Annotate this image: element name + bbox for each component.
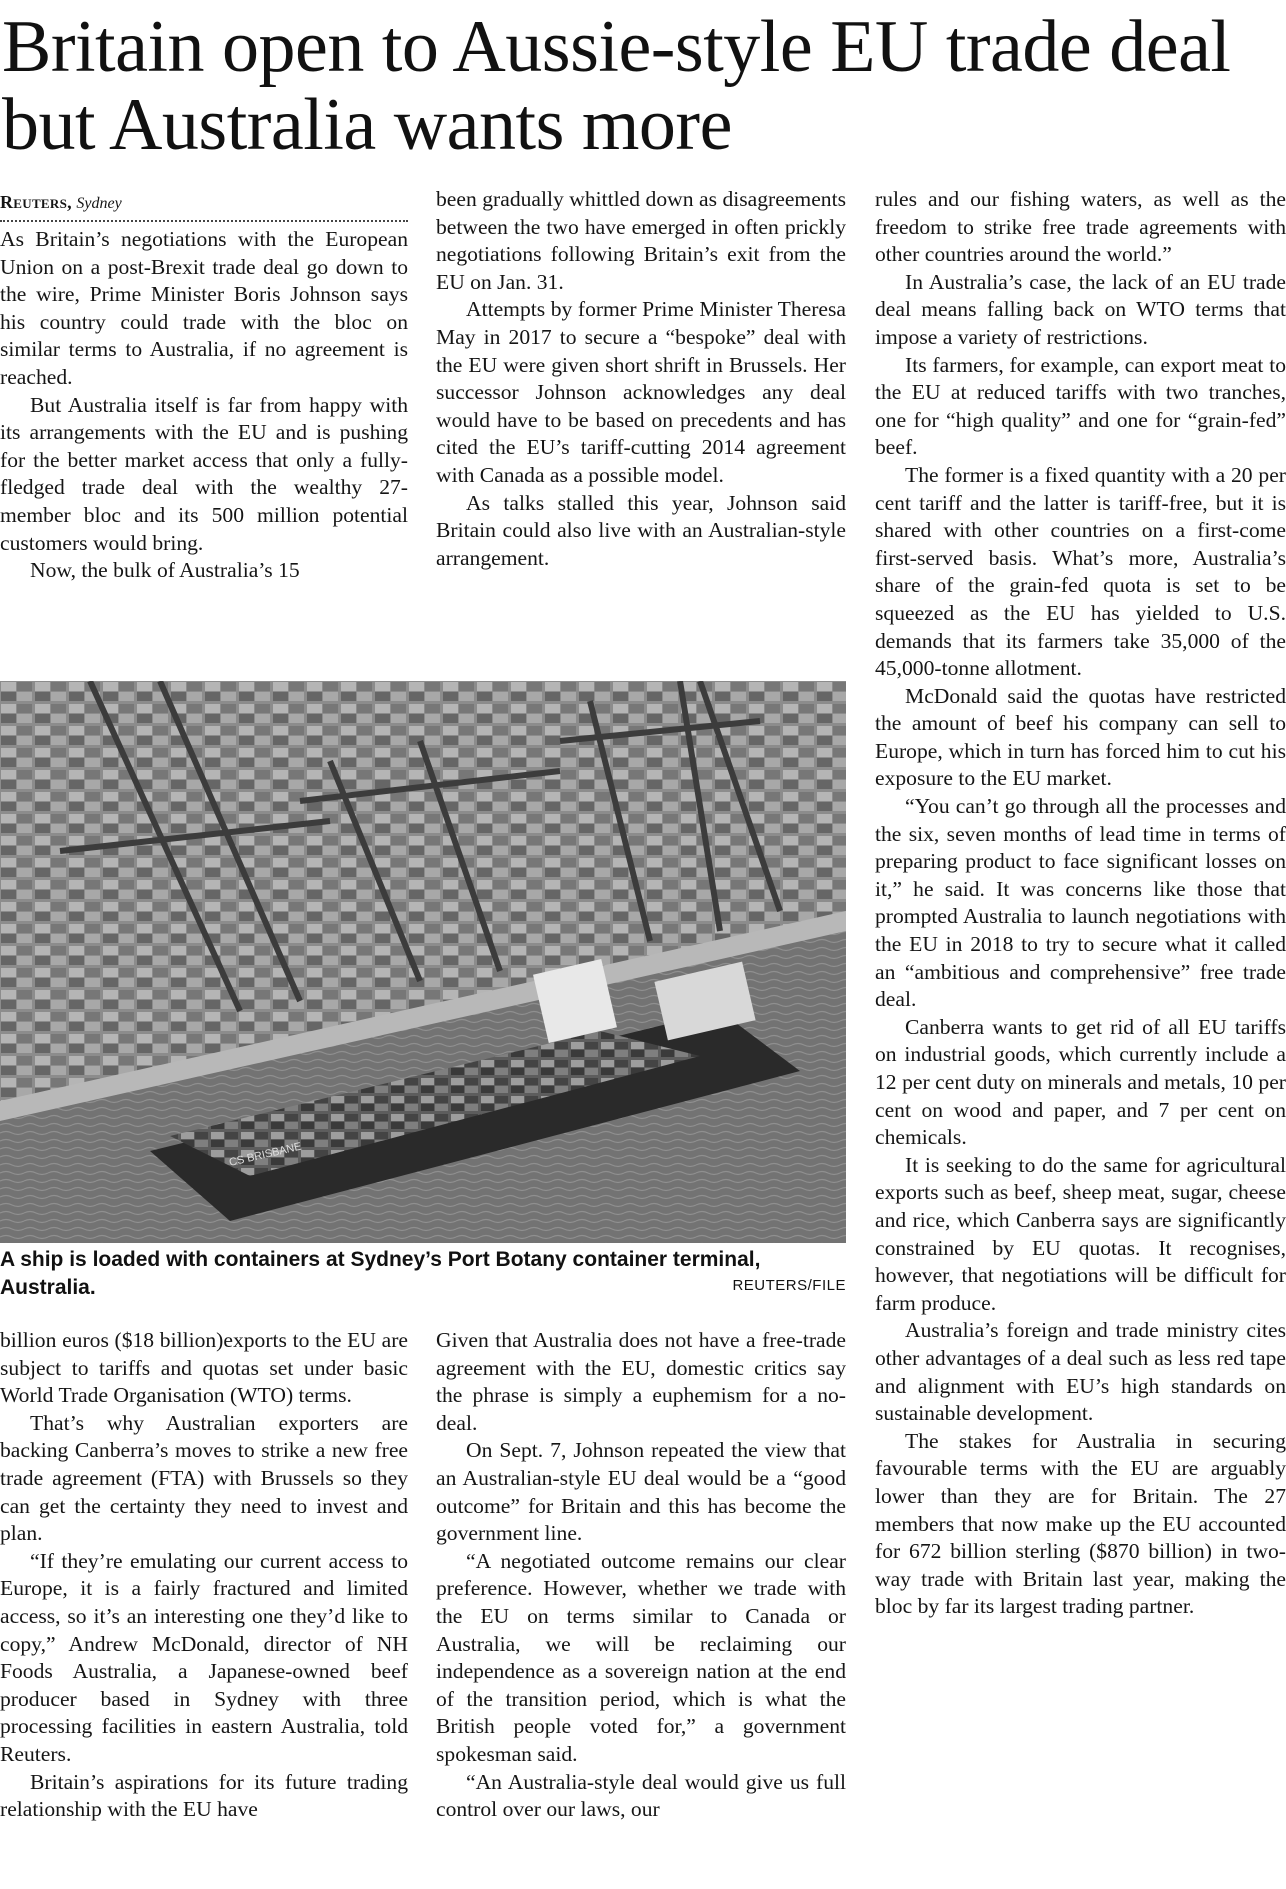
paragraph: billion euros ($18 billion)exports to the EU are subject to tariffs and quotas set under basic World Trade Organisation (WTO) terms. bbox=[0, 1328, 408, 1408]
column-2-bottom bbox=[436, 1327, 846, 1824]
paragraph: That’s why Australian exporters are backing Canberra’s moves to strike a new free trade agreement (FTA) with Brussels so they can get the certainty they need to invest and plan. bbox=[0, 1410, 408, 1546]
byline bbox=[0, 190, 408, 222]
paragraph: “An Australia-style deal would give us full control over our laws, our bbox=[436, 1769, 846, 1822]
container-ship-illustration bbox=[0, 681, 846, 1243]
paragraph: McDonald said the quotas have restricted the amount of beef his company can sell to Europe, which in turn has forced him to cut his exposure to the EU market. bbox=[875, 683, 1286, 791]
byline-place: Sydney bbox=[76, 195, 122, 212]
paragraph: “If they’re emulating our current access to Europe, it is a fairly fractured and limited access, so it’s an interesting one they’d like to copy,” Andrew McDonald, director of NH Foods Australia, a Japanese-owned beef producer based in Sydney with three processing facilities in eastern Australia, told Reuters. bbox=[0, 1548, 408, 1766]
photo-credit: REUTERS/FILE bbox=[732, 1277, 846, 1294]
paragraph: Now, the bulk of Australia’s 15 bbox=[30, 558, 300, 583]
paragraph: Australia’s foreign and trade ministry cites other advantages of a deal such as less red tape and alignment with EU’s high standards on sustainable development. bbox=[875, 1318, 1286, 1426]
paragraph: “A negotiated outcome remains our clear preference. However, whether we trade with the EU on terms similar to Canada or Australia, we will be reclaiming our independence as a sovereign nation at the end of the transition period, which is what the British people voted for,” a government spokesman said. bbox=[436, 1548, 846, 1766]
paragraph: The former is a fixed quantity with a 20 per cent tariff and the latter is tariff-free, but it is shared with other countries on a first-come first-served basis. What’s more, Australia’s share of the grain-fed quota is set to be squeezed as the EU has yielded to U.S. demands that its farmers take 35,000 of the 45,000-tonne allotment. bbox=[875, 462, 1286, 681]
byline-agency: Reuters, bbox=[0, 192, 72, 212]
paragraph: As talks stalled this year, Johnson said Britain could also live with an Australian-style arrangement. bbox=[436, 490, 846, 570]
paragraph: As Britain’s negotiations with the European Union on a post-Brexit trade deal go down to the wire, Prime Minister Boris Johnson says his country could trade with the bloc on similar terms to Australia, if no agreement is reached. bbox=[0, 227, 408, 389]
paragraph: Britain’s aspirations for its future trading relationship with the EU have bbox=[0, 1769, 408, 1822]
photo-caption bbox=[0, 1246, 846, 1302]
column-2-top bbox=[436, 186, 846, 572]
paragraph: On Sept. 7, Johnson repeated the view that an Australian-style EU deal would be a “good outcome” for Britain and this has become the government line. bbox=[436, 1438, 846, 1546]
paragraph: It is seeking to do the same for agricultural exports such as beef, sheep meat, sugar, cheese and rice, which Canberra says are significantly constrained by EU quotas. It recognises, however, that negotiations will be difficult for farm produce. bbox=[875, 1152, 1286, 1315]
paragraph: The stakes for Australia in securing favourable terms with the EU are arguably lower than they are for Britain. The 27 members that now make up the EU accounted for 672 billion sterling ($870 billion) in two-way trade with Britain last year, making the bloc by far its largest trading partner. bbox=[875, 1428, 1286, 1619]
paragraph: Canberra wants to get rid of all EU tariffs on industrial goods, which currently include a 12 per cent duty on minerals and metals, 10 per cent on wood and paper, and 7 per cent on chemicals. bbox=[875, 1014, 1286, 1150]
paragraph: been gradually whittled down as disagreements between the two have emerged in often prickly negotiations following Britain’s exit from the EU on Jan. 31. bbox=[436, 187, 846, 294]
paragraph: In Australia’s case, the lack of an EU trade deal means falling back on WTO terms that impose a variety of restrictions. bbox=[875, 269, 1286, 349]
ship-name-label: CS BRISBANE bbox=[227, 1140, 303, 1169]
paragraph: Given that Australia does not have a free-trade agreement with the EU, domestic critics say the phrase is simply a euphemism for a no-deal. bbox=[436, 1328, 846, 1435]
paragraph: rules and our fishing waters, as well as the freedom to strike free trade agreements with other countries around the world.” bbox=[875, 187, 1286, 267]
column-1-top bbox=[0, 190, 408, 585]
column-1-bottom bbox=[0, 1327, 408, 1824]
column-3 bbox=[875, 186, 1286, 1621]
caption-text: A ship is loaded with containers at Sydney’s Port Botany container terminal, Australia. bbox=[0, 1248, 761, 1299]
port-photo bbox=[0, 681, 846, 1243]
paragraph: Attempts by former Prime Minister Theresa May in 2017 to secure a “bespoke” deal with the EU were given short shrift in Brussels. Her successor Johnson acknowledges any deal would have to be based on precedents and has cited the EU’s tariff-cutting 2014 agreement with Canada as a possible model. bbox=[436, 297, 846, 487]
paragraph: Its farmers, for example, can export meat to the EU at reduced tariffs with two tranches, one for “high quality” and one for “grain-fed” beef. bbox=[875, 352, 1286, 460]
paragraph: But Australia itself is far from happy with its arrangements with the EU and is pushing for the better market access that only a fully-fledged trade deal with the wealthy 27-member bloc and its 500 million potential customers would bring. bbox=[0, 392, 408, 555]
paragraph: “You can’t go through all the processes and the six, seven months of lead time in terms of preparing product to face significant losses on it,” he said. It was concerns like those that prompted Australia to launch negotiations with the EU in 2018 to try to secure what it called an “ambitious and comprehensive” free trade deal. bbox=[875, 794, 1286, 1012]
headline: Britain open to Aussie-style EU trade deal but Australia wants more bbox=[2, 6, 1231, 166]
